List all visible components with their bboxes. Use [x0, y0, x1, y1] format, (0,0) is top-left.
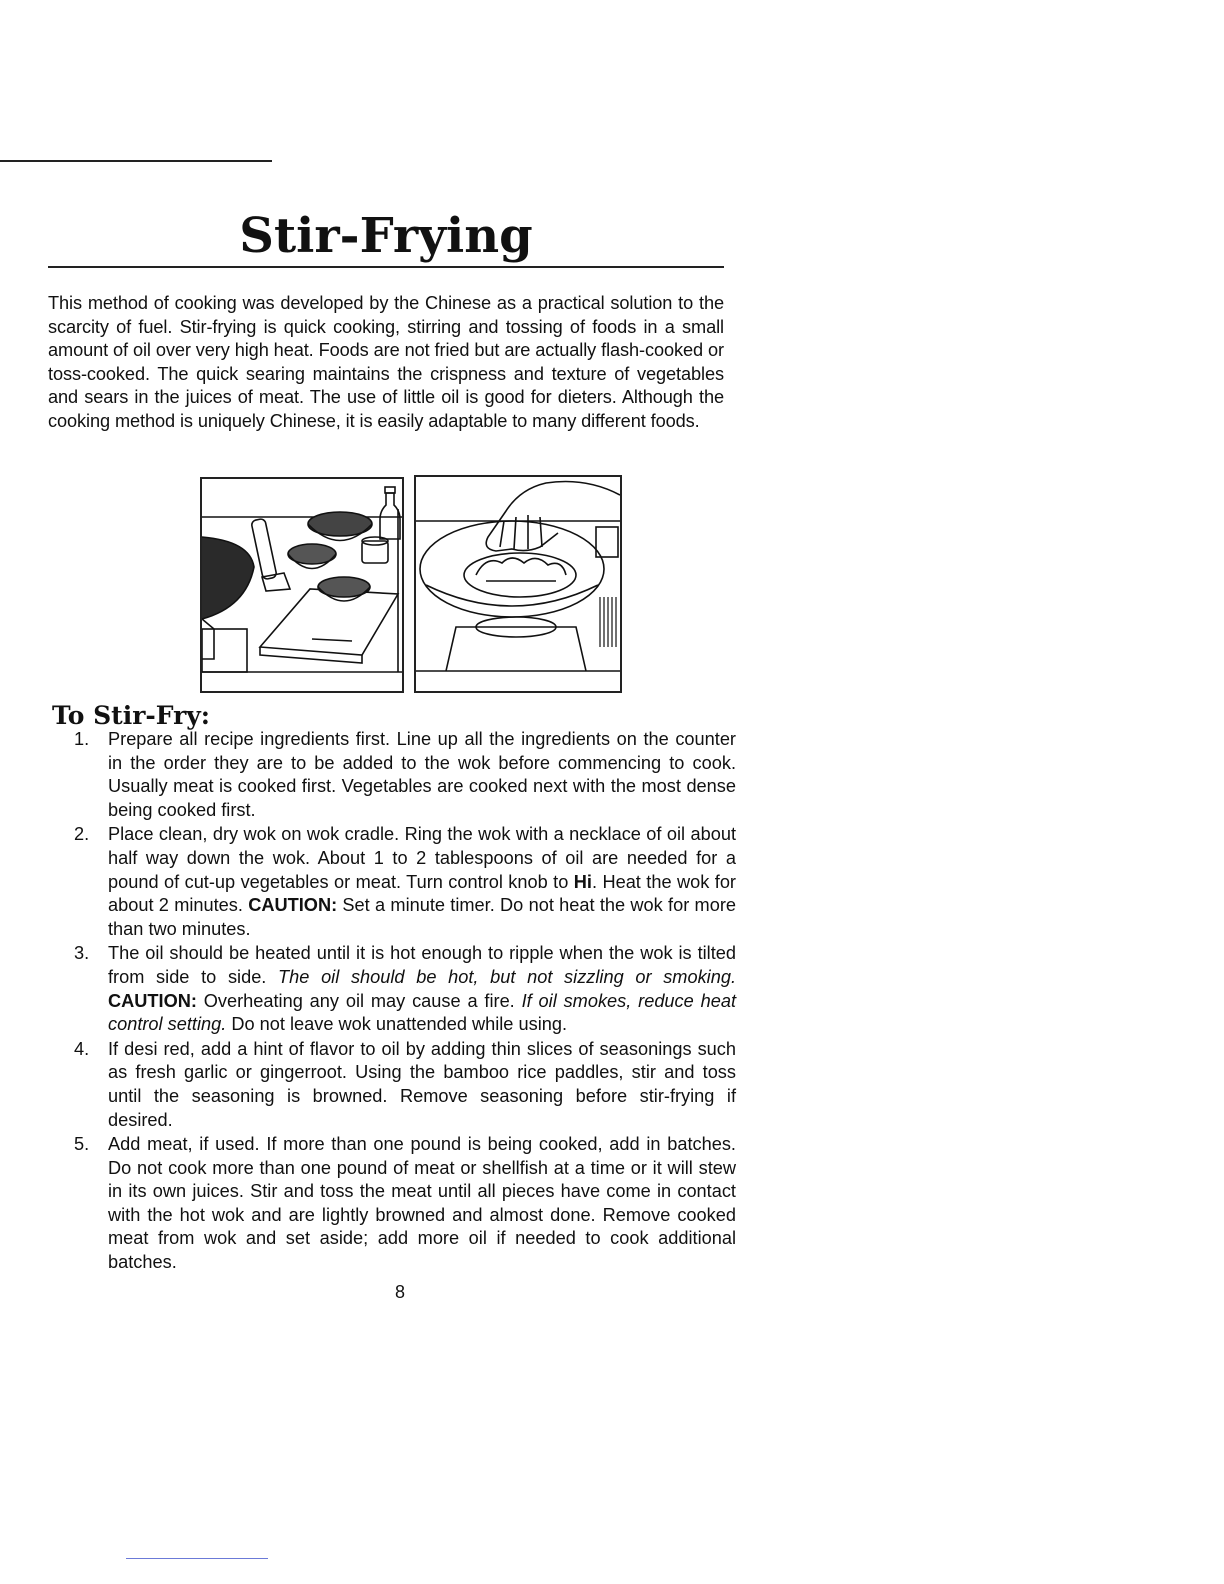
- emphasis-bold: Hi: [573, 871, 592, 892]
- page-title: Stir-Frying: [239, 208, 533, 264]
- wok-illustration-icon: [416, 477, 620, 691]
- step-item: [74, 1133, 736, 1275]
- step-item: [74, 942, 736, 1036]
- hand-adding-food-to-wok-illustration: [414, 475, 622, 693]
- step-number: 5.: [74, 1134, 90, 1155]
- step-text: The oil should be heated until it is hot enough to ripple when the wok is tilted from side to side. The oil should be hot, but not sizzling or smoking. CAUTION: Overheating any oil may cause a fire. If oil smokes, reduce heat control setting. Do not leave wok unattended while using.: [108, 943, 736, 1035]
- emphasis-italic: If oil smokes, reduce heat control setting.: [108, 990, 736, 1035]
- step-number: 1.: [74, 729, 90, 749]
- step-text: Add meat, if used. If more than one pound is being cooked, add in batches. Do not cook more than one pound of meat or shellfish at a time or it will stew in its own juices. Stir and toss the meat until all pieces have come in contact with the hot wok and are lightly browned and almost done. Remove cooked meat from wok and set aside; add more oil if needed to cook additional batches.: [108, 1134, 736, 1273]
- step-text: If desi red, add a hint of flavor to oil by adding thin slices of seasonings such as fresh garlic or gingerroot. Using the bamboo rice paddles, stir and toss until the seasoning is browned. Remove seasoning before stir-frying if desired.: [108, 1038, 736, 1130]
- step-number: 4.: [74, 1038, 90, 1059]
- ingredients-illustration-icon: [202, 479, 402, 691]
- top-rule: [0, 160, 272, 162]
- emphasis-bold: CAUTION:: [108, 990, 197, 1011]
- page-number: 8: [394, 1282, 405, 1302]
- ingredients-on-counter-illustration: [200, 477, 404, 693]
- step-text: Place clean, dry wok on wok cradle. Ring the wok with a necklace of oil about half way down the wok. About 1 to 2 tablespoons of oil are needed for a pound of cut-up vegetables or meat. Turn control knob to Hi. Heat the wok for about 2 minutes. CAUTION: Set a minute timer. Do not heat the wok for more than two minutes.: [108, 824, 736, 939]
- step-item: [74, 1038, 736, 1132]
- step-number: 2.: [74, 824, 90, 845]
- steps-list: [74, 728, 736, 1276]
- step-text: Prepare all recipe ingredients first. Line up all the ingredients on the counter in the order they are to be added to the wok before commencing to cook. Usually meat is cooked first. Vegetables are cooked next with the most dense being cooked first.: [108, 729, 736, 820]
- bottom-rule: [126, 1558, 268, 1559]
- emphasis-bold: CAUTION:: [248, 895, 338, 916]
- step-item: [74, 823, 736, 941]
- title-rule: [48, 266, 724, 268]
- step-item: [74, 728, 736, 822]
- emphasis-italic: The oil should be hot, but not sizzling or smoking.: [278, 966, 736, 987]
- intro-paragraph: This method of cooking was developed by the Chinese as a practical solution to the scarcity of fuel. Stir-frying is quick cooking, stirring and tossing of foods in a small amount of oil over very high heat. Foods are not fried but are actually flash-cooked or toss-cooked. The quick searing maintains the crispness and texture of vegetables and sears in the juices of meat. The use of little oil is good for dieters. Although the cooking method is uniquely Chinese, it is easily adaptable to many different foods.: [48, 293, 724, 431]
- step-number: 3.: [74, 943, 90, 964]
- section-heading: To Stir-Fry:: [52, 701, 210, 730]
